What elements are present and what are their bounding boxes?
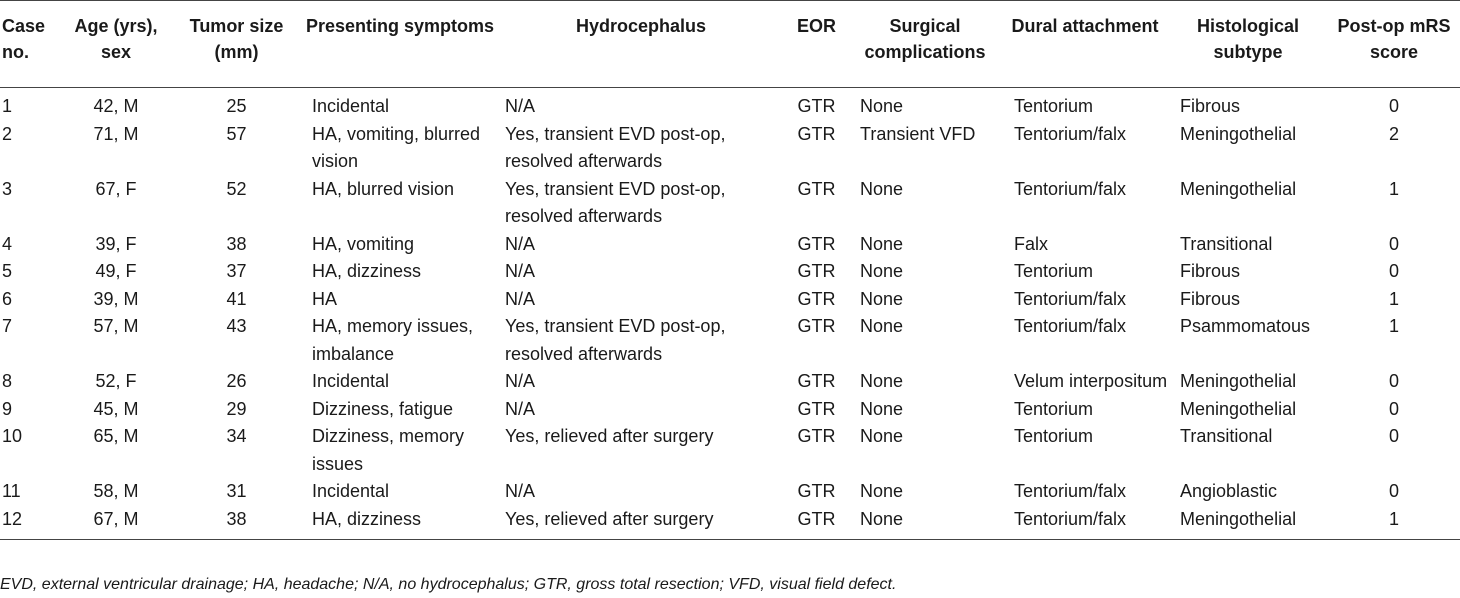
cell-hydrocephalus: Yes, transient EVD post-op, resolved afterwards [505, 178, 726, 226]
cell-surgical-complications: None [860, 96, 904, 116]
cell-surgical-complications: None [860, 398, 904, 419]
cell-post-op-mrs: 0 [1388, 481, 1399, 501]
table-row [0, 121, 1460, 176]
cell-case-no: 12 [2, 508, 23, 529]
cell-tumor-size: 38 [226, 233, 247, 254]
header-hydrocephalus: Hydrocephalus [575, 16, 707, 36]
cell-tumor-size: 38 [226, 508, 247, 529]
cell-eor: GTR [797, 123, 836, 144]
header-age-sex: Age (yrs), sex [74, 16, 158, 62]
cell-eor: GTR [797, 508, 836, 529]
cell-case-no: 6 [2, 288, 13, 309]
cell-dural-attachment: Tentorium/falx [1014, 288, 1127, 309]
cell-presenting-symptoms: HA, memory issues, imbalance [312, 316, 474, 364]
header-row [0, 1, 1460, 88]
cell-dural-attachment: Tentorium/falx [1014, 481, 1127, 501]
cell-tumor-size: 41 [226, 288, 247, 309]
table-row [0, 396, 1460, 424]
cell-hydrocephalus: N/A [505, 481, 536, 501]
cell-presenting-symptoms: Incidental [312, 96, 390, 116]
header-tumor-size: Tumor size (mm) [189, 16, 284, 62]
cell-dural-attachment: Tentorium [1014, 96, 1094, 116]
cell-dural-attachment: Velum interpositum [1014, 371, 1168, 391]
cell-hydrocephalus: N/A [505, 261, 536, 281]
cell-tumor-size: 57 [226, 123, 247, 144]
header-dural-attachment: Dural attachment [1011, 16, 1159, 36]
cell-histological-subtype: Meningothelial [1180, 123, 1297, 144]
table-row [0, 231, 1460, 259]
cell-presenting-symptoms: Dizziness, fatigue [312, 398, 454, 419]
cell-case-no: 7 [2, 316, 13, 336]
table-row [0, 258, 1460, 286]
header-histological-subtype: Histological subtype [1196, 16, 1299, 62]
cell-histological-subtype: Meningothelial [1180, 178, 1297, 199]
cell-surgical-complications: None [860, 426, 904, 446]
cell-hydrocephalus: Yes, relieved after surgery [505, 508, 714, 529]
cell-eor: GTR [797, 316, 836, 336]
cell-hydrocephalus: N/A [505, 371, 536, 391]
table-row [0, 368, 1460, 396]
cell-age-sex: 39, M [93, 288, 139, 309]
cell-age-sex: 67, M [93, 508, 139, 529]
cell-hydrocephalus: Yes, relieved after surgery [505, 426, 714, 446]
table-row [0, 313, 1460, 368]
cell-tumor-size: 34 [226, 426, 247, 446]
cell-hydrocephalus: N/A [505, 96, 536, 116]
cell-post-op-mrs: 0 [1388, 426, 1399, 446]
cell-presenting-symptoms: HA [312, 288, 338, 309]
cell-histological-subtype: Meningothelial [1180, 371, 1297, 391]
cell-post-op-mrs: 1 [1388, 288, 1399, 309]
cell-surgical-complications: None [860, 508, 904, 529]
cell-dural-attachment: Tentorium/falx [1014, 178, 1127, 199]
table-row [0, 478, 1460, 506]
cell-surgical-complications: None [860, 178, 904, 199]
table-header [0, 1, 1460, 88]
cell-surgical-complications: None [860, 233, 904, 254]
cell-histological-subtype: Meningothelial [1180, 508, 1297, 529]
cell-age-sex: 65, M [93, 426, 139, 446]
cell-tumor-size: 25 [226, 96, 247, 116]
cell-case-no: 5 [2, 261, 13, 281]
cell-dural-attachment: Tentorium [1014, 398, 1094, 419]
cell-eor: GTR [797, 178, 836, 199]
cell-post-op-mrs: 1 [1388, 316, 1399, 336]
cell-tumor-size: 52 [226, 178, 247, 199]
cell-case-no: 3 [2, 178, 13, 199]
cell-age-sex: 39, F [95, 233, 137, 254]
header-presenting-symptoms: Presenting symptoms [305, 16, 495, 36]
cell-histological-subtype: Fibrous [1180, 261, 1241, 281]
cell-eor: GTR [797, 371, 836, 391]
cell-eor: GTR [797, 96, 836, 116]
cell-dural-attachment: Tentorium [1014, 426, 1094, 446]
cell-histological-subtype: Fibrous [1180, 288, 1241, 309]
cell-tumor-size: 29 [226, 398, 247, 419]
cell-post-op-mrs: 2 [1388, 123, 1399, 144]
cell-case-no: 11 [2, 481, 21, 501]
cell-presenting-symptoms: Dizziness, memory issues [312, 426, 465, 474]
cell-dural-attachment: Tentorium/falx [1014, 316, 1127, 336]
cell-eor: GTR [797, 398, 836, 419]
cell-histological-subtype: Transitional [1180, 233, 1273, 254]
cell-presenting-symptoms: HA, dizziness [312, 508, 422, 529]
table-body [0, 88, 1460, 540]
cell-presenting-symptoms: HA, vomiting, blurred vision [312, 123, 481, 171]
cell-post-op-mrs: 0 [1388, 371, 1399, 391]
cell-age-sex: 57, M [93, 316, 139, 336]
cell-eor: GTR [797, 288, 836, 309]
cell-post-op-mrs: 0 [1388, 398, 1399, 419]
cell-tumor-size: 43 [226, 316, 247, 336]
cell-hydrocephalus: N/A [505, 398, 536, 419]
cell-eor: GTR [797, 261, 836, 281]
cell-surgical-complications: None [860, 288, 904, 309]
cell-eor: GTR [797, 233, 836, 254]
cell-post-op-mrs: 1 [1388, 178, 1399, 199]
cell-eor: GTR [797, 481, 836, 501]
cell-case-no: 10 [2, 426, 23, 446]
cell-presenting-symptoms: Incidental [312, 481, 390, 501]
cell-hydrocephalus: N/A [505, 288, 536, 309]
cell-dural-attachment: Tentorium/falx [1014, 123, 1127, 144]
cell-surgical-complications: None [860, 261, 904, 281]
cell-surgical-complications: None [860, 371, 904, 391]
cell-post-op-mrs: 0 [1388, 96, 1399, 116]
cell-dural-attachment: Falx [1014, 233, 1049, 254]
cell-post-op-mrs: 1 [1388, 508, 1399, 529]
cell-presenting-symptoms: HA, vomiting [312, 233, 415, 254]
cell-age-sex: 45, M [93, 398, 139, 419]
cell-histological-subtype: Fibrous [1180, 96, 1241, 116]
cell-dural-attachment: Tentorium [1014, 261, 1094, 281]
header-surgical-complications: Surgical complications [864, 16, 986, 62]
cell-tumor-size: 26 [226, 371, 247, 391]
cell-hydrocephalus: Yes, transient EVD post-op, resolved afterwards [505, 316, 726, 364]
cell-age-sex: 58, M [93, 481, 139, 501]
cell-presenting-symptoms: HA, blurred vision [312, 178, 455, 199]
cell-presenting-symptoms: HA, dizziness [312, 261, 422, 281]
cell-histological-subtype: Meningothelial [1180, 398, 1297, 419]
cell-eor: GTR [797, 426, 836, 446]
header-case-no: Case no. [2, 16, 46, 62]
table-row [0, 286, 1460, 314]
table-row [0, 88, 1460, 121]
cell-hydrocephalus: Yes, transient EVD post-op, resolved afterwards [505, 123, 726, 171]
cell-case-no: 1 [2, 96, 13, 116]
cell-case-no: 2 [2, 123, 13, 144]
table-row [0, 423, 1460, 478]
table-row [0, 506, 1460, 540]
cell-histological-subtype: Psammomatous [1180, 316, 1311, 336]
cell-age-sex: 42, M [93, 96, 139, 116]
cell-surgical-complications: None [860, 481, 904, 501]
header-post-op-mrs: Post-op mRS score [1337, 16, 1451, 62]
cell-histological-subtype: Angioblastic [1180, 481, 1278, 501]
cell-case-no: 9 [2, 398, 13, 419]
table-footnote: EVD, external ventricular drainage; HA, headache; N/A, no hydrocephalus; GTR, gross total resection; VFD, visual field defect. [0, 576, 897, 593]
cell-age-sex: 49, F [95, 261, 137, 281]
cell-hydrocephalus: N/A [505, 233, 536, 254]
cell-surgical-complications: None [860, 316, 904, 336]
cell-age-sex: 67, F [95, 178, 137, 199]
cell-dural-attachment: Tentorium/falx [1014, 508, 1127, 529]
header-eor: EOR [796, 16, 836, 36]
cell-case-no: 8 [2, 371, 13, 391]
cell-age-sex: 52, F [95, 371, 137, 391]
cell-presenting-symptoms: Incidental [312, 371, 390, 391]
table-row [0, 176, 1460, 231]
cell-tumor-size: 37 [226, 261, 247, 281]
cell-tumor-size: 31 [226, 481, 247, 501]
cell-post-op-mrs: 0 [1388, 233, 1399, 254]
cell-surgical-complications: Transient VFD [860, 123, 976, 144]
cell-age-sex: 71, M [93, 123, 139, 144]
cell-histological-subtype: Transitional [1180, 426, 1273, 446]
cell-post-op-mrs: 0 [1388, 261, 1399, 281]
cell-case-no: 4 [2, 233, 13, 254]
